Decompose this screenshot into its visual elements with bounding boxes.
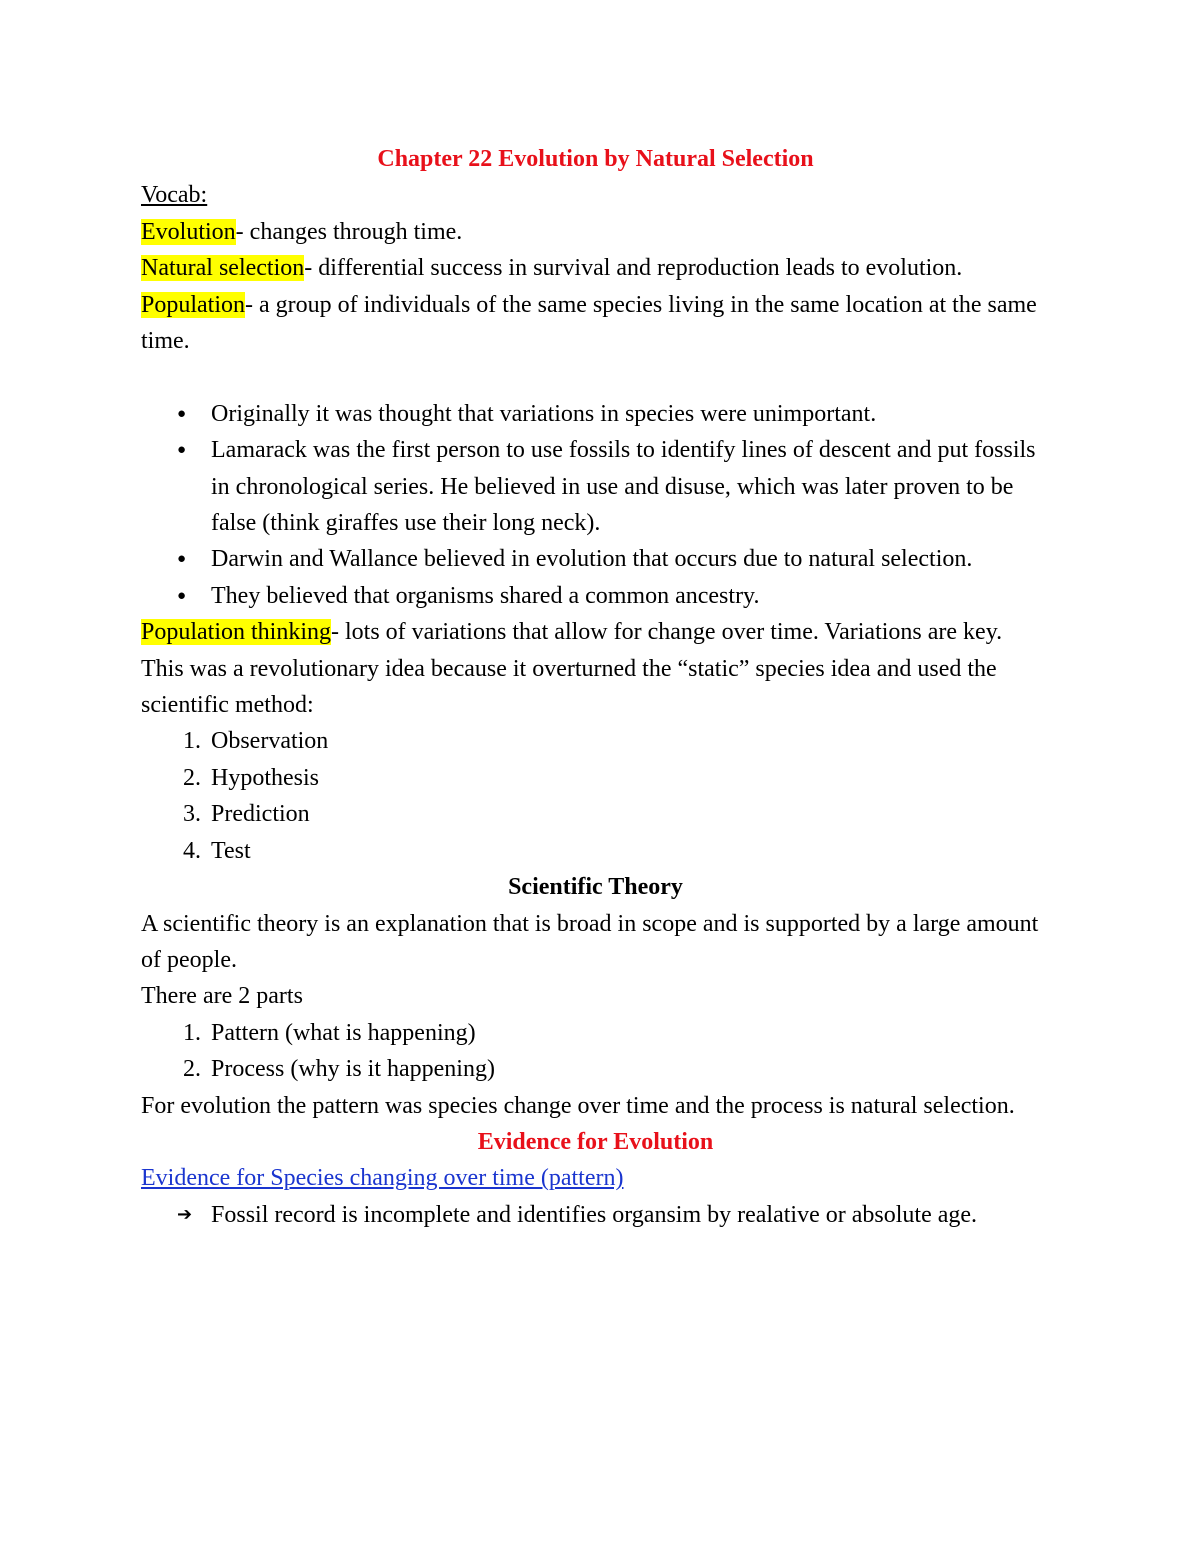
black-circle-icon: ● [177,587,187,604]
definition-text: - differential success in survival and reproduction leads to evolution. [304,255,963,282]
list-item: ● Originally it was thought that variations in species were unimportant. [141,396,1050,432]
list-item: 2. Process (why is it happening) [183,1056,495,1083]
theory-definition: A scientific theory is an explanation that is broad in scope and is supported by a large amount of people. [141,910,1039,973]
evidence-subheading-container [141,1160,1050,1196]
definition-population [141,287,1050,360]
parts-intro: There are 2 parts [141,983,303,1010]
list-item: ➔ Fossil record is incomplete and identifies organsim by realative or absolute age. [141,1197,1050,1233]
black-circle-icon: ● [177,442,187,459]
list-item: ● They believed that organisms shared a common ancestry. [141,578,1050,614]
theory-summary: For evolution the pattern was species change over time and the process is natural selection. [141,1092,1015,1119]
list-item: ● Darwin and Wallance believed in evolution that occurs due to natural selection. [141,541,1050,577]
vocab-label: Vocab: [141,182,208,209]
definition-evolution [141,214,1050,250]
list-item: 4. Test [183,837,251,864]
term-highlight: Population thinking [141,619,332,646]
section-heading-evidence: Evidence for Evolution [477,1128,714,1155]
blank-line [141,359,1050,395]
theory-parts-list [141,1015,1050,1088]
list-item: 3. Prediction [183,801,310,828]
definition-text: - lots of variations that allow for change over time. Variations are key. [331,619,1003,646]
term-highlight: Evolution [141,218,236,245]
list-item: 1. Observation [183,728,329,755]
black-circle-icon: ● [177,405,187,422]
list-item: ● Lamarack was the first person to use fossils to identify lines of descent and put fossils in chronological series. He believed in use and disuse, which was later proven to be false (think giraffes use their long neck). [141,432,1050,541]
list-item: 2. Hypothesis [183,764,319,791]
definition-text: - a group of individuals of the same species living in the same location at the same time. [141,291,1037,355]
evidence-subheading-link[interactable]: Evidence for Species changing over time (pattern) [141,1165,624,1192]
method-steps-list [141,723,1050,869]
section-heading-scientific-theory: Scientific Theory [508,874,683,901]
right-arrow-icon: ➔ [177,1203,193,1225]
black-circle-icon: ● [177,551,187,568]
term-highlight: Natural selection [141,255,305,282]
definition-text: - changes through time. [235,218,463,245]
evidence-list [141,1197,1050,1233]
page-title: Chapter 22 Evolution by Natural Selection [377,146,814,172]
definition-natural-selection [141,250,1050,286]
definition-population-thinking [141,614,1050,650]
bullet-list [141,396,1050,614]
term-highlight: Population [141,291,246,318]
list-item: 1. Pattern (what is happening) [183,1019,476,1046]
revolution-paragraph: This was a revolutionary idea because it overturned the “static” species idea and used the scientific method: [141,655,997,719]
